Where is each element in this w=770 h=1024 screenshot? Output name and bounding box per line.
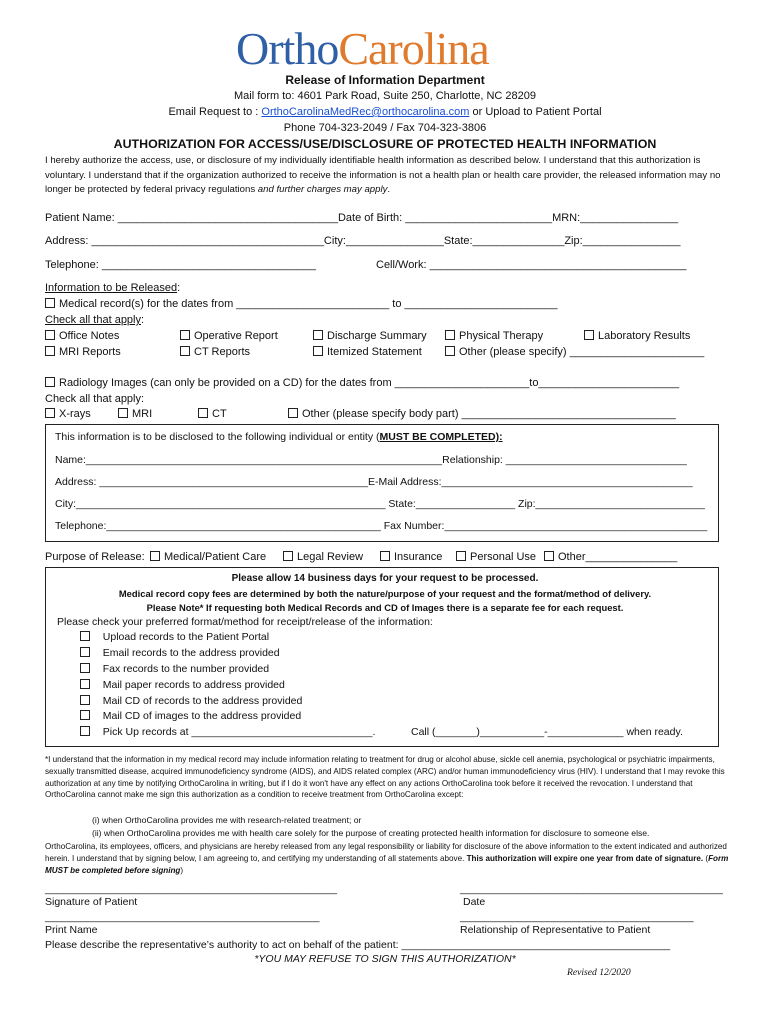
separate-fee-notice: Please Note* If requesting both Medical Records and CD of Images there is a separate fee for each request. bbox=[146, 602, 624, 613]
mri-reports-label: MRI Reports bbox=[59, 346, 121, 358]
legal-p2-end: ) bbox=[180, 865, 184, 875]
complete-before-signing: Form MUST be completed before signing bbox=[45, 853, 729, 875]
signature-label: Signature of Patient bbox=[45, 896, 138, 908]
checkbox[interactable] bbox=[283, 551, 293, 561]
form-title: AUTHORIZATION FOR ACCESS/USE/DISCLOSURE OF PROTECTED HEALTH INFORMATION bbox=[113, 137, 657, 151]
other-body-part-label: Other (please specify body part) ___________________________________ bbox=[302, 408, 676, 420]
mail-cd-images-label: Mail CD of images to the address provided bbox=[102, 710, 302, 722]
intro-end: . bbox=[387, 184, 391, 195]
recipient-telephone-line[interactable]: Telephone:_______________________________________________ Fax Number:_____________________________________________ bbox=[55, 520, 708, 532]
email-request bbox=[0, 106, 770, 118]
mail-address: Mail form to: 4601 Park Road, Suite 250, Charlotte, NC 28209 bbox=[233, 90, 537, 102]
mri-label: MRI bbox=[132, 408, 153, 420]
orthocarolina-logo bbox=[236, 23, 489, 74]
mri-option[interactable] bbox=[118, 408, 152, 420]
itemized-statement-option[interactable] bbox=[313, 346, 422, 358]
xrays-label: X-rays bbox=[59, 408, 91, 420]
physical-therapy-option[interactable] bbox=[445, 330, 543, 342]
medical-records-option[interactable] bbox=[45, 298, 557, 310]
purpose-legal-option[interactable] bbox=[283, 551, 363, 563]
checkbox[interactable] bbox=[45, 330, 55, 340]
discharge-summary-label: Discharge Summary bbox=[327, 330, 427, 342]
mail-cd-records-option[interactable] bbox=[80, 695, 302, 707]
logo-part1: Ortho bbox=[236, 23, 339, 74]
signature-line[interactable]: __________________________________________________ bbox=[45, 883, 337, 895]
print-name-line[interactable]: _______________________________________________ bbox=[45, 911, 320, 923]
email-link[interactable]: OrthoCarolinaMedRec@orthocarolina.com bbox=[261, 106, 470, 118]
legal-p2-text: OrthoCarolina, its employees, officers, and physicians are hereby released from any legal responsibility or liability for disclosure of the above information to the extent indicated and authorized herein. I understand that by signing below, I am agreeing to, and certifying my understanding of all statements above. bbox=[45, 842, 727, 863]
checkbox[interactable] bbox=[150, 551, 160, 561]
operative-report-option[interactable] bbox=[180, 330, 278, 342]
checkbox[interactable] bbox=[45, 377, 55, 387]
checkbox[interactable] bbox=[180, 330, 190, 340]
checkbox[interactable] bbox=[445, 330, 455, 340]
purpose-personal-option[interactable] bbox=[456, 551, 536, 563]
purpose-insurance-option[interactable] bbox=[380, 551, 442, 563]
fax-records-option[interactable] bbox=[80, 663, 269, 675]
checkbox[interactable] bbox=[456, 551, 466, 561]
radiology-images-option[interactable] bbox=[45, 377, 679, 389]
patient-name-line[interactable]: Patient Name: ____________________________________Date of Birth: ________________________MRN:________________ bbox=[45, 212, 679, 224]
xrays-option[interactable] bbox=[45, 408, 91, 420]
cell-work-line[interactable]: Cell/Work: __________________________________________ bbox=[376, 259, 687, 271]
disclosure-intro-text: This information is to be disclosed to the following individual or entity ( bbox=[55, 431, 380, 443]
call-when-ready-line[interactable]: Call (_______)___________-_____________ when ready. bbox=[411, 726, 683, 738]
processing-notice: Please allow 14 business days for your request to be processed. bbox=[231, 573, 539, 584]
purpose-personal-label: Personal Use bbox=[470, 551, 537, 563]
fee-notice: Medical record copy fees are determined by both the nature/purpose of your request and the format/method of delivery. bbox=[118, 588, 652, 599]
relationship-line[interactable]: ________________________________________ bbox=[460, 911, 694, 923]
must-be-completed: MUST BE COMPLETED): bbox=[379, 431, 503, 443]
info-heading-colon: : bbox=[177, 282, 181, 294]
address-line[interactable]: Address: ______________________________________City:________________State:_______________Zip:________________ bbox=[45, 235, 681, 247]
checkbox[interactable] bbox=[45, 408, 55, 418]
checkbox[interactable] bbox=[118, 408, 128, 418]
format-prompt: Please check your preferred format/method for receipt/release of the information: bbox=[57, 616, 433, 628]
disclosure-intro bbox=[55, 431, 503, 443]
itemized-statement-label: Itemized Statement bbox=[327, 346, 422, 358]
recipient-address-line[interactable]: Address: ______________________________________________E-Mail Address:___________________________________________ bbox=[55, 476, 693, 488]
info-heading-text: Information to be Released bbox=[45, 282, 178, 294]
email-prefix: Email Request to : bbox=[168, 106, 262, 118]
print-name-label: Print Name bbox=[45, 924, 98, 936]
laboratory-results-option[interactable] bbox=[584, 330, 690, 342]
date-label: Date bbox=[463, 896, 486, 908]
discharge-summary-option[interactable] bbox=[313, 330, 427, 342]
checkbox[interactable] bbox=[80, 726, 90, 736]
check-all-text: Check all that apply bbox=[45, 314, 141, 326]
date-line[interactable]: _____________________________________________ bbox=[460, 883, 723, 895]
legal-item-i: (i) when OrthoCarolina provides me with research-related treatment; or bbox=[92, 815, 362, 825]
operative-report-label: Operative Report bbox=[194, 330, 278, 342]
legal-item-ii: (ii) when OrthoCarolina provides me with health care solely for the purpose of creating protected health information for disclosure to someone else. bbox=[92, 828, 650, 838]
other-specify-option[interactable] bbox=[445, 346, 704, 358]
purpose-medical-label: Medical/Patient Care bbox=[164, 551, 267, 563]
info-heading bbox=[45, 282, 180, 294]
pickup-label: Pick Up records at _______________________________. bbox=[102, 726, 376, 738]
checkbox[interactable] bbox=[80, 663, 90, 673]
purpose-label: Purpose of Release: bbox=[45, 551, 145, 563]
check-all-colon: : bbox=[141, 314, 145, 326]
revision-date: Revised 12/2020 bbox=[567, 967, 631, 978]
purpose-other-label: Other_______________ bbox=[558, 551, 678, 563]
email-suffix: or Upload to Patient Portal bbox=[469, 106, 602, 118]
recipient-name-line[interactable]: Name:_____________________________________________________________Relationship: _______________________________ bbox=[55, 454, 687, 466]
checkbox[interactable] bbox=[80, 647, 90, 657]
checkbox[interactable] bbox=[584, 330, 594, 340]
expiration-notice: This authorization will expire one year from date of signature. bbox=[466, 853, 704, 863]
checkbox[interactable] bbox=[445, 346, 455, 356]
upload-portal-label: Upload records to the Patient Portal bbox=[102, 631, 270, 643]
ct-label: CT bbox=[212, 408, 227, 420]
logo-part2: Carolina bbox=[338, 23, 489, 74]
mri-reports-option[interactable] bbox=[45, 346, 121, 358]
ct-reports-option[interactable] bbox=[180, 346, 250, 358]
mail-cd-records-label: Mail CD of records to the address provided bbox=[102, 695, 303, 707]
legal-p2-mid: ( bbox=[703, 853, 709, 863]
physical-therapy-label: Physical Therapy bbox=[459, 330, 544, 342]
relationship-label: Relationship of Representative to Patient bbox=[460, 924, 651, 936]
checkbox[interactable] bbox=[80, 695, 90, 705]
checkbox[interactable] bbox=[180, 346, 190, 356]
fax-records-label: Fax records to the number provided bbox=[102, 663, 270, 675]
mail-paper-option[interactable] bbox=[80, 679, 285, 691]
checkbox[interactable] bbox=[380, 551, 390, 561]
radiology-label: Radiology Images (can only be provided on a CD) for the dates from ______________________to_______________________ bbox=[59, 377, 680, 389]
office-notes-option[interactable] bbox=[45, 330, 119, 342]
intro-italic: and further charges may apply bbox=[257, 184, 388, 195]
legal-paragraph-1: *I understand that the information in my medical record may include information relating to treatment for drug or alcohol abuse, sickle cell anemia, psychological or psychiatric impairments, sexually transmitted disease, acquired immunodeficiency syndrome (AIDS), and AIDS related complex (ARC) and/or human immunodeficiency virus (HIV). I understand that I may revoke this authorization at any time by notifying OrthoCarolina in writing, but if I do it won't have any effect on any actions OrthoCarolina took before it received the revocation. I understand that OrthoCarolina cannot make me sign this authorization as a condition to receive treatment from OrthoCarolina except: bbox=[45, 755, 725, 800]
checkbox[interactable] bbox=[288, 408, 298, 418]
medical-records-label: Medical record(s) for the dates from _________________________ to _________________________ bbox=[59, 298, 558, 310]
mail-cd-images-option[interactable] bbox=[80, 710, 301, 722]
checkbox[interactable] bbox=[80, 631, 90, 641]
checkbox[interactable] bbox=[313, 346, 323, 356]
checkbox[interactable] bbox=[80, 679, 90, 689]
ct-option[interactable] bbox=[198, 408, 227, 420]
checkbox[interactable] bbox=[45, 298, 55, 308]
recipient-city-line[interactable]: City:_____________________________________________________ State:_________________ Zip:_____________________________ bbox=[55, 498, 705, 510]
check-all-label bbox=[45, 314, 144, 326]
email-records-label: Email records to the address provided bbox=[102, 647, 280, 659]
mail-paper-label: Mail paper records to address provided bbox=[102, 679, 285, 691]
checkbox[interactable] bbox=[198, 408, 208, 418]
other-body-part-option[interactable] bbox=[288, 408, 676, 420]
email-records-option[interactable] bbox=[80, 647, 280, 659]
other-specify-label: Other (please specify) ______________________ bbox=[459, 346, 705, 358]
legal-paragraph-2 bbox=[45, 841, 735, 876]
purpose-medical-option[interactable] bbox=[150, 551, 266, 563]
phone-fax: Phone 704-323-2049 / Fax 704-323-3806 bbox=[283, 122, 487, 134]
intro-paragraph bbox=[45, 154, 735, 198]
checkbox[interactable] bbox=[313, 330, 323, 340]
office-notes-label: Office Notes bbox=[59, 330, 120, 342]
upload-portal-option[interactable] bbox=[80, 631, 269, 643]
laboratory-results-label: Laboratory Results bbox=[598, 330, 691, 342]
representative-authority-line[interactable]: Please describe the representative’s authority to act on behalf of the patient: ______________________________________________ bbox=[45, 939, 671, 951]
checkbox[interactable] bbox=[45, 346, 55, 356]
telephone-line[interactable]: Telephone: ___________________________________ bbox=[45, 259, 316, 271]
checkbox[interactable] bbox=[80, 710, 90, 720]
intro-text: I hereby authorize the access, use, or disclosure of my individually identifiable health information as described below. I understand that this authorization is voluntary. I understand that if the organization authorized to receive the information is not a health plan or health care provider, the released information may no longer be protected by federal privacy regulations bbox=[45, 155, 721, 195]
refuse-notice: *YOU MAY REFUSE TO SIGN THIS AUTHORIZATION* bbox=[254, 953, 516, 965]
ct-reports-label: CT Reports bbox=[194, 346, 251, 358]
check-all-label-2: Check all that apply: bbox=[45, 393, 145, 405]
checkbox[interactable] bbox=[544, 551, 554, 561]
department-title: Release of Information Department bbox=[285, 73, 485, 87]
pickup-option[interactable] bbox=[80, 726, 375, 738]
purpose-insurance-label: Insurance bbox=[394, 551, 443, 563]
purpose-legal-label: Legal Review bbox=[297, 551, 364, 563]
purpose-other-option[interactable] bbox=[544, 551, 677, 563]
